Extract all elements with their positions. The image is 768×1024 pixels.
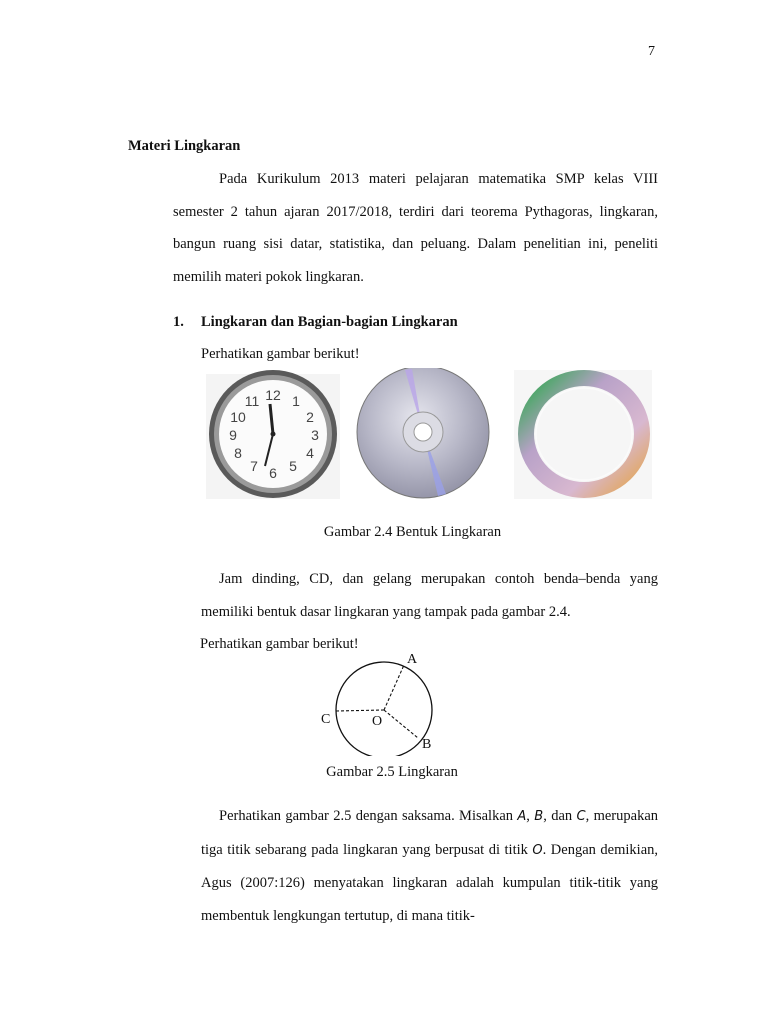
cd-image [357,368,489,498]
label-o: O [372,714,383,729]
radius-oa [384,665,404,710]
label-a: A [407,652,418,667]
variable-c: C [576,809,586,824]
lead-text-1: Perhatikan gambar berikut! [201,346,360,362]
subsection-number: 1. [173,314,184,330]
paragraph-2: Jam dinding, CD, dan gelang merupakan contoh benda–benda yang memiliki bentuk dasar lingkaran yang tampak pada gambar 2.4. [201,571,658,620]
svg-text:7: 7 [250,458,258,474]
subsection-heading [173,314,458,331]
variable-b: B [534,809,544,824]
figure-circle-shapes [200,368,660,503]
figure-circle-diagram [312,648,444,756]
paragraph-3-sep-2: , dan [543,808,577,824]
label-c: C [321,712,331,727]
paragraph-3-text-1: Perhatikan gambar 2.5 dengan saksama. Misalkan [219,808,518,824]
page-number: 7 [648,44,655,59]
figure-2-5-caption: Gambar 2.5 Lingkaran [326,764,458,780]
label-b: B [422,737,432,752]
subsection-title: Lingkaran dan Bagian-bagian Lingkaran [201,314,458,330]
svg-text:2: 2 [306,409,314,425]
variable-a: A [517,809,527,824]
svg-text:12: 12 [265,387,281,403]
paragraph-3-sep-1: , [526,808,535,824]
svg-text:1: 1 [292,393,300,409]
svg-text:11: 11 [244,393,260,409]
lead-text-2: Perhatikan gambar berikut! [200,636,359,652]
svg-text:5: 5 [289,458,297,474]
paragraph-3-text-3: . Dengan demikian, Agus (2007:126) menyatakan lingkaran adalah kumpulan titik-titik yang membentuk lengkungan tertutup, di mana titik- [201,841,658,924]
variable-o: O [532,842,543,858]
svg-text:4: 4 [306,445,314,461]
svg-text:8: 8 [234,445,242,461]
radius-oc [336,710,384,711]
radius-ob [384,710,418,738]
svg-text:3: 3 [311,427,319,443]
intro-paragraph: Pada Kurikulum 2013 materi pelajaran matematika SMP kelas VIII semester 2 tahun ajaran 2017/2018, terdiri dari teorema Pythagoras, lingkaran, bangun ruang sisi datar, statistika, dan peluang. Dalam penelitian ini, peneliti memilih materi pokok lingkaran. [173,171,658,285]
figure-2-4-caption: Gambar 2.4 Bentuk Lingkaran [323,524,502,540]
paragraph-3 [201,800,658,932]
svg-text:9: 9 [229,427,237,443]
paragraph-3-text-2: , merupakan tiga titik sebarang pada lingkaran yang berpusat di titik [201,808,658,858]
bracelet-image [514,370,652,499]
wall-clock-image [206,370,340,499]
section-title: Materi Lingkaran [128,138,241,154]
svg-text:10: 10 [230,409,246,425]
svg-text:6: 6 [269,465,277,481]
